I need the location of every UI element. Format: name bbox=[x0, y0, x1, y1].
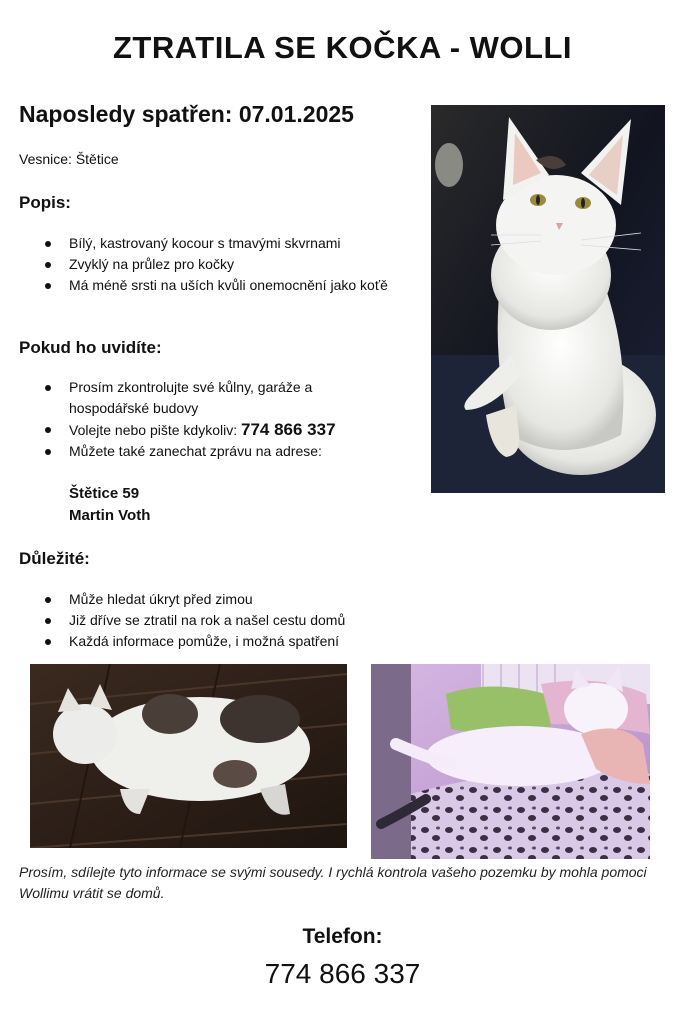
address-name: Martin Voth bbox=[69, 507, 151, 524]
cat-floor-illustration bbox=[30, 664, 347, 848]
address-line: Štětice 59 bbox=[69, 485, 140, 502]
list-item: Bílý, kastrovaný kocour s tmavými skvrnami bbox=[45, 233, 405, 254]
poster-title: ZTRATILA SE KOČKA - WOLLI bbox=[112, 30, 573, 65]
list-item: Každá informace pomůže, i možná spatření bbox=[45, 631, 445, 652]
description-list bbox=[45, 233, 405, 296]
if-seen-heading: Pokud ho uvidíte: bbox=[19, 338, 162, 357]
description-heading: Popis: bbox=[19, 193, 71, 212]
if-seen-list bbox=[45, 377, 375, 462]
telefon-label: Telefon: bbox=[302, 925, 383, 948]
telefon-number: 774 866 337 bbox=[264, 958, 421, 989]
list-item: Zvyklý na průlez pro kočky bbox=[45, 254, 405, 275]
share-note: Prosím, sdílejte tyto informace se svými sousedy. I rychlá kontrola vašeho pozemku by mohla pomoci Wollimu vrátit se domů. bbox=[19, 864, 647, 901]
address-block bbox=[69, 483, 150, 527]
list-item: Prosím zkontrolujte své kůlny, garáže a hospodářské budovy bbox=[45, 377, 375, 419]
list-item: Může hledat úkryt před zimou bbox=[45, 589, 445, 610]
list-item: Má méně srsti na uších kvůli onemocnění jako koťě bbox=[45, 275, 405, 296]
list-item: Můžete také zanechat zprávu na adrese: bbox=[45, 441, 375, 462]
list-item bbox=[45, 419, 375, 441]
cat-sitting-illustration bbox=[431, 105, 665, 493]
last-seen-heading: Naposledy spatřen: 07.01.2025 bbox=[19, 101, 354, 127]
call-text: Volejte nebo pište kdykoliv: bbox=[69, 422, 241, 438]
important-list bbox=[45, 589, 445, 652]
cat-photo-floor bbox=[30, 664, 347, 848]
village-text: Vesnice: Štětice bbox=[19, 151, 119, 167]
phone-number-inline: 774 866 337 bbox=[241, 420, 336, 439]
cat-lap-illustration bbox=[371, 664, 650, 859]
cat-photo-lap bbox=[371, 664, 650, 859]
important-heading: Důležité: bbox=[19, 549, 90, 568]
cat-photo-sitting bbox=[431, 105, 665, 493]
list-item: Již dříve se ztratil na rok a našel cestu domů bbox=[45, 610, 445, 631]
